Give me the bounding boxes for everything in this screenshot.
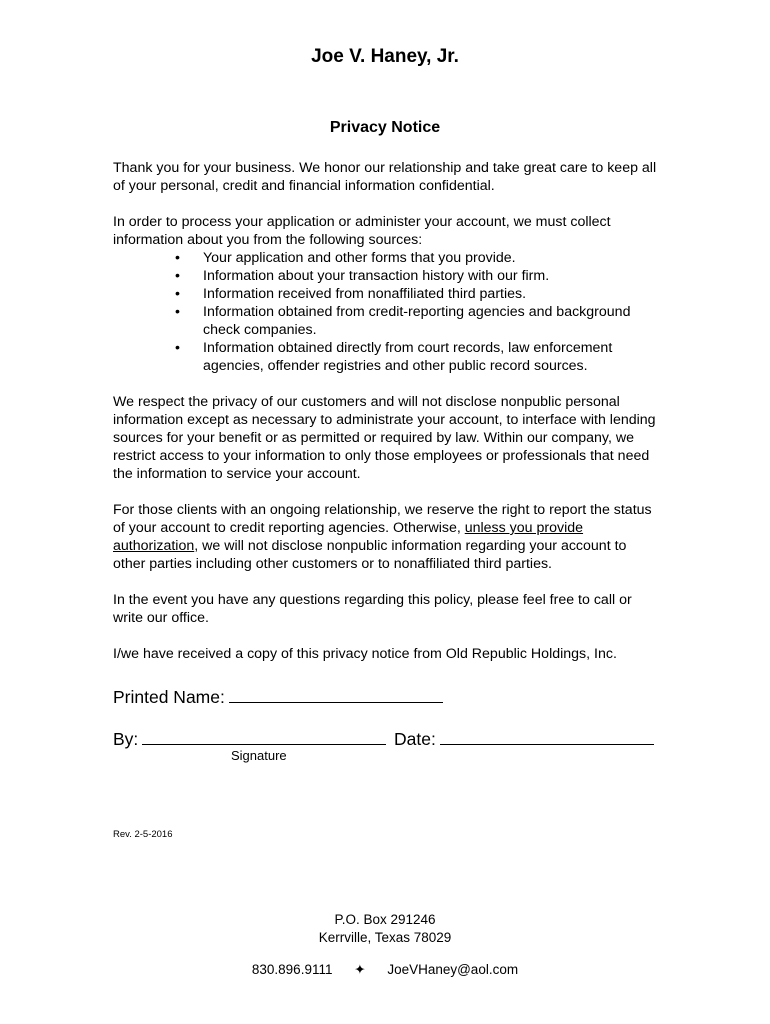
revision-date: Rev. 2-5-2016 (113, 829, 173, 840)
list-item: • Information obtained from credit-reporting agencies and background check companies. (175, 304, 631, 338)
sources-intro-paragraph: In order to process your application or administer your account, we must collect information about you from the following sources: (113, 214, 611, 248)
signature-caption: Signature (231, 748, 287, 763)
authorization-underlined-text: unless you provide authorization (113, 520, 584, 554)
sources-list (113, 249, 658, 375)
bullet-icon: • (175, 340, 180, 356)
bullet-icon: • (175, 250, 180, 266)
date-line[interactable] (440, 728, 654, 745)
questions-paragraph: In the event you have any questions regarding this policy, please feel free to call or write our office. (113, 592, 632, 626)
ongoing-relationship-paragraph: For those clients with an ongoing relationship, we reserve the right to report the status of your account to credit reporting agencies. Otherwise, unless you provide authorization, we will not disclose nonpublic information regarding your account to other parties including other customers or to nonaffiliated third parties. (113, 502, 652, 572)
company-name: Joe V. Haney, Jr. (311, 46, 459, 67)
document-title: Privacy Notice (329, 119, 441, 136)
separator-icon: ✦ (354, 962, 366, 977)
bullet-icon: • (175, 286, 180, 302)
printed-name-line[interactable] (229, 686, 443, 703)
footer-city: Kerrville, Texas 78029 (318, 930, 452, 945)
printed-name-label: Printed Name: (113, 687, 225, 707)
footer-po-box: P.O. Box 291246 (334, 912, 436, 927)
signature-line[interactable] (142, 728, 386, 745)
list-item: • Information obtained directly from court records, law enforcement agencies, offender registries and other public record sources. (175, 340, 613, 374)
intro-paragraph: Thank you for your business. We honor our relationship and take great care to keep all of your personal, credit and financial information confidential. (113, 160, 657, 194)
footer-phone: 830.896.9111 (251, 962, 333, 977)
list-item: • Information about your transaction history with our firm. (175, 268, 550, 284)
list-item: • Information received from nonaffiliated third parties. (175, 286, 527, 302)
date-field (394, 728, 654, 750)
notice-body (113, 159, 658, 681)
signature-field (113, 728, 386, 750)
footer-email: JoeVHaney@aol.com (387, 962, 519, 977)
receipt-paragraph: I/we have received a copy of this privacy notice from Old Republic Holdings, Inc. (113, 646, 617, 662)
list-item: • Your application and other forms that you provide. (175, 250, 516, 266)
printed-name-field (113, 686, 443, 708)
by-label: By: (113, 729, 139, 749)
footer-contact (0, 962, 770, 978)
privacy-paragraph: We respect the privacy of our customers and will not disclose nonpublic personal information except as necessary to administrate your account, to interface with lending sources for your benefit or as permitted or required by law. Within our company, we restrict access to your information to only those employees or professionals that need the information to service your account. (113, 394, 656, 482)
bullet-icon: • (175, 304, 180, 320)
date-label: Date: (394, 729, 436, 749)
bullet-icon: • (175, 268, 180, 284)
